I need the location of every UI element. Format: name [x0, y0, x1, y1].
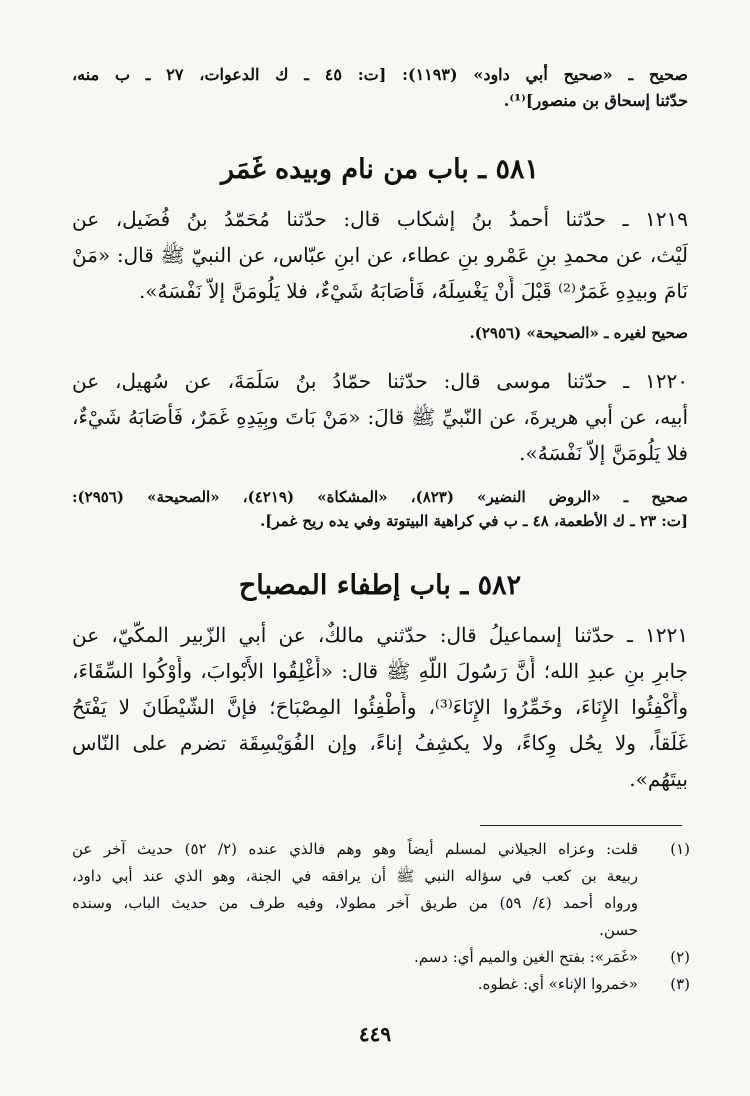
hadith-line: جابرِ بنِ عبدِ الله؛ أَنَّ رَسُولَ اللَّهِ ﷺ قال: «أَغْلِقُوا الأَبْوابَ، وأَوْكُوا السِّقَاءَ، [72, 659, 688, 683]
hadith-1220-grading [72, 486, 688, 538]
hadith-line: ١٢١٩ ـ حدّثنا أحمدُ بنُ إشكاب قال: حدّثنا مُحَمّدُ بنُ فُضَيل، عن [72, 207, 688, 231]
hadith-line: نَامَ وبيدِهِ غَمَرٌ⁽²⁾ قَبْلَ أَنْ يَغْسِلَهُ، فَأَصَابَهُ شَيْءٌ، فلا يَلُومَنَّ إلاّ نَفْسَهُ». [138, 279, 688, 303]
footnote-1 [72, 838, 690, 944]
hadith-1219 [72, 204, 688, 314]
footnote-line: ورواه أحمد (٤/ ٥٩) من طريق آخر مطولا، وفيه طرف من حديث الباب، وسنده [72, 894, 638, 912]
footnote-line: «خمروا الإناء» أي: غطوه. [477, 975, 638, 993]
chapter-heading: ٥٨١ ـ باب من نام وبيده غَمَر [220, 154, 540, 185]
grading-line: [ت: ٢٣ ـ ك الأطعمة، ٤٨ ـ ب في كراهية البيتوتة وفي يده ريح غمر]. [260, 512, 688, 530]
footnote-number: (١) [670, 840, 690, 858]
hadith-line: بيتَهُم». [629, 767, 688, 791]
hadith-line: وأَكْفِئُوا الإِنَاءَ، وخَمِّرُوا الإِنَاءَ⁽³⁾، وأَطْفِئُوا المِصْبَاحَ؛ فإنَّ الشّيْطَانَ لا يَفْتَحُ [72, 695, 688, 719]
footnote-number: (٢) [670, 948, 690, 966]
footnote-number: (٣) [670, 975, 690, 993]
footnote-line: حسن. [599, 921, 638, 939]
footnote-line: قلت: وعزاه الجيلاني لمسلم أيضاً وهو وهم فالذي عنده (٢/ ٥٢) حديث آخر عن [72, 840, 638, 858]
hadith-line: فلا يَلُومَنَّ إلاّ نَفْسَهُ». [519, 441, 688, 465]
previous-hadith-grading [72, 64, 688, 124]
footnote-line: «غَمَر»: بفتح الغين والميم أي: دسم. [413, 948, 638, 966]
hadith-line: ١٢٢٠ ـ حدّثنا موسى قال: حدّثنا حمّادُ بنُ سَلَمَةَ، عن سُهيل، عن [72, 369, 688, 393]
hadith-line: أبيه، عن أبي هريرةَ، عن النّبيِّ ﷺ قالَ: «مَنْ بَاتَ وبِيَدِهِ غَمَرٌ، فَأَصَابَهُ شَيْءٌ، [72, 405, 688, 429]
grading-line: صحيح ـ «الروض النضير» (٨٢٣)، «المشكاة» (٤٢١٩)، «الصحيحة» (٢٩٥٦): [72, 488, 688, 506]
chapter-heading: ٥٨٢ ـ باب إطفاء المصباح [238, 570, 522, 601]
footnote-3 [72, 973, 690, 999]
footnote-2 [72, 946, 690, 972]
footnote-divider [480, 825, 682, 826]
footnote-line: ربيعة بن كعب في سؤاله النبي ﷺ أن يرافقه في الجنة، وهو الذي عند أبي داود، [72, 867, 638, 885]
page-number: ٤٤٩ [358, 1022, 392, 1046]
hadith-1220 [72, 366, 688, 476]
hadith-line: غَلَقاً، ولا يحُل وِكاءً، ولا يكشِفُ إناءً، وإن الفُوَيْسِقَة تضرم على النّاس [72, 731, 688, 755]
hadith-line: لَيْث، عن محمدِ بنِ عَمْرو بنِ عطاء، عن ابنِ عبّاس، عن النبيّ ﷺ قال: «مَنْ [72, 243, 688, 267]
hadith-grading: صحيح لغيره ـ «الصحيحة» (٢٩٥٦). [469, 324, 688, 342]
hadith-line: ١٢٢١ ـ حدّثنا إسماعيلُ قال: حدّثني مالكٌ، عن أبي الزّبير المكّيّ، عن [72, 623, 688, 647]
hadith-1221 [72, 620, 688, 800]
grading-line: حدّثنا إسحاق بن منصور]⁽¹⁾. [503, 91, 688, 110]
grading-line: صحيح ـ «صحيح أبي داود» (١١٩٣): [ت: ٤٥ ـ ك الدعوات، ٢٧ ـ ب منه، [72, 65, 688, 84]
